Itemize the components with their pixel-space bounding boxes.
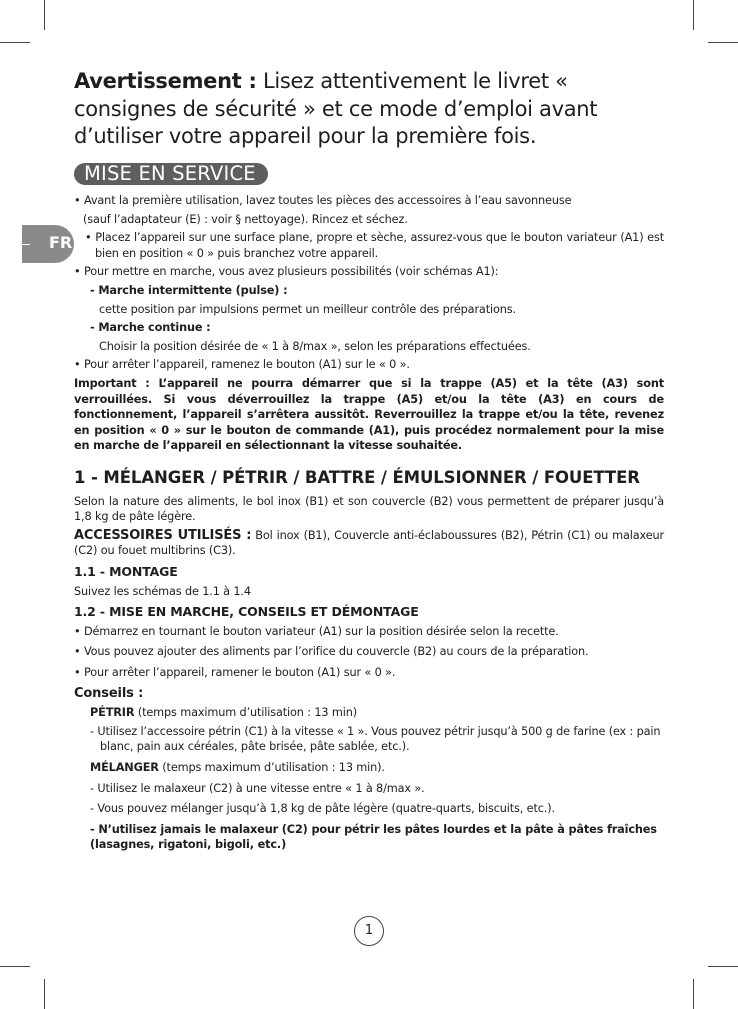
bullet-start-options: • Pour mettre en marche, vous avez plusieurs possibilités (voir schémas A1): bbox=[74, 265, 499, 279]
petrir-label: PÉTRIR bbox=[90, 706, 135, 720]
section-title-mise-en-service: MISE EN SERVICE bbox=[74, 163, 268, 186]
melanger-label: MÉLANGER bbox=[90, 760, 159, 774]
crop-mark bbox=[693, 979, 694, 1009]
bullet-placement: • Placez l’appareil sur une surface plane, propre et sèche, assurez-vous que le bouton variateur (A1) est bien en position « 0 » puis branchez votre appareil. bbox=[85, 231, 664, 260]
crop-mark bbox=[44, 0, 45, 30]
petrir-heading bbox=[74, 705, 664, 721]
marche-title: 1.2 - MISE EN MARCHE, CONSEILS ET DÉMONTAGE bbox=[74, 604, 419, 620]
warning-paragraph bbox=[74, 68, 664, 151]
accessories-text: Bol inox (B1), Couvercle anti-éclaboussures (B2), Pétrin (C1) ou malaxeur (C2) ou fouet multibrins (C3). bbox=[74, 528, 664, 558]
section-1-title: 1 - MÉLANGER / PÉTRIR / BATTRE / ÉMULSIONNER / FOUETTER bbox=[74, 468, 640, 487]
pulse-mode-text: cette position par impulsions permet un meilleur contrôle des préparations. bbox=[99, 302, 516, 316]
crop-mark bbox=[0, 966, 30, 967]
melanger-text-2: - Vous pouvez mélanger jusqu’à 1,8 kg de pâte légère (quatre-quarts, biscuits, etc.). bbox=[90, 802, 555, 816]
crop-mark bbox=[708, 42, 738, 43]
language-tab bbox=[22, 225, 74, 263]
melanger-warning: - N’utilisez jamais le malaxeur (C2) pour pétrir les pâtes lourdes et la pâte à pâtes fraîches (lasagnes, rigatoni, bigoli, etc.) bbox=[90, 822, 657, 852]
continuous-mode-title: - Marche continue : bbox=[90, 321, 211, 335]
melanger-time: (temps maximum d’utilisation : 13 min). bbox=[158, 760, 385, 774]
petrir-text: - Utilisez l’accessoire pétrin (C1) à la vitesse « 1 ». Vous pouvez pétrir jusqu’à 500 g de farine (ex : pain blanc, pain aux céréales, pâte brisée, pâte sablée, etc.). bbox=[90, 724, 661, 754]
bullet-stop: • Pour arrêter l’appareil, ramenez le bouton (A1) sur le « 0 ». bbox=[74, 358, 410, 372]
petrir-time: (temps maximum d’utilisation : 13 min) bbox=[134, 706, 357, 720]
crop-mark bbox=[708, 966, 738, 967]
conseils-title: Conseils : bbox=[74, 685, 144, 701]
page-content bbox=[74, 68, 664, 856]
section-1-intro: Selon la nature des aliments, le bol inox (B1) et son couvercle (B2) vous permettent de préparer jusqu’à 1,8 kg de pâte légère. bbox=[74, 494, 664, 524]
marche-bullet-2: • Vous pouvez ajouter des aliments par l’orifice du couvercle (B2) au cours de la préparation. bbox=[74, 645, 589, 659]
montage-text: Suivez les schémas de 1.1 à 1.4 bbox=[74, 584, 251, 598]
melanger-heading bbox=[74, 760, 664, 776]
tab-line bbox=[22, 244, 30, 245]
accessories-paragraph bbox=[74, 528, 664, 559]
language-label: FR bbox=[49, 233, 73, 252]
bullet-first-use: • Avant la première utilisation, lavez toutes les pièces des accessoires à l’eau savonneuse bbox=[74, 194, 572, 208]
continuous-mode-text: Choisir la position désirée de « 1 à 8/max », selon les préparations effectuées. bbox=[99, 339, 531, 353]
marche-bullet-3: • Pour arrêter l’appareil, ramener le bouton (A1) sur « 0 ». bbox=[74, 665, 396, 679]
accessories-label: ACCESSOIRES UTILISÉS : bbox=[74, 527, 252, 543]
warning-label: Avertissement : bbox=[74, 69, 257, 93]
crop-mark bbox=[0, 42, 30, 43]
marche-bullet-1: • Démarrez en tournant le bouton variateur (A1) sur la position désirée selon la recette. bbox=[74, 624, 559, 638]
pulse-mode-title: - Marche intermittente (pulse) : bbox=[90, 284, 288, 298]
important-notice: Important : L’appareil ne pourra démarrer que si la trappe (A5) et la tête (A3) sont verrouillées. Si vous déverrouillez la trappe (A5) et/ou la tête (A3) en cours de fonctionnement, l’appareil s’arrêtera aussitôt. Reverrouillez la trappe et/ou la tête, revenez en position « 0 » sur le bouton de commande (A1), puis procédez normalement pour la mise en marche de l’appareil en sélectionnant la vitesse souhaitée. bbox=[74, 377, 664, 453]
crop-mark bbox=[693, 0, 694, 30]
warning-text: Lisez attentivement le livret « consignes de sécurité » et ce mode d’emploi avant d’utiliser votre appareil pour la première fois. bbox=[74, 69, 598, 148]
page-number: 1 bbox=[354, 916, 384, 946]
melanger-text-1: - Utilisez le malaxeur (C2) à une vitesse entre « 1 à 8/max ». bbox=[90, 781, 425, 795]
montage-title: 1.1 - MONTAGE bbox=[74, 563, 178, 579]
crop-mark bbox=[44, 979, 45, 1009]
bullet-first-use-continued: (sauf l’adaptateur (E) : voir § nettoyage). Rincez et séchez. bbox=[83, 212, 408, 226]
